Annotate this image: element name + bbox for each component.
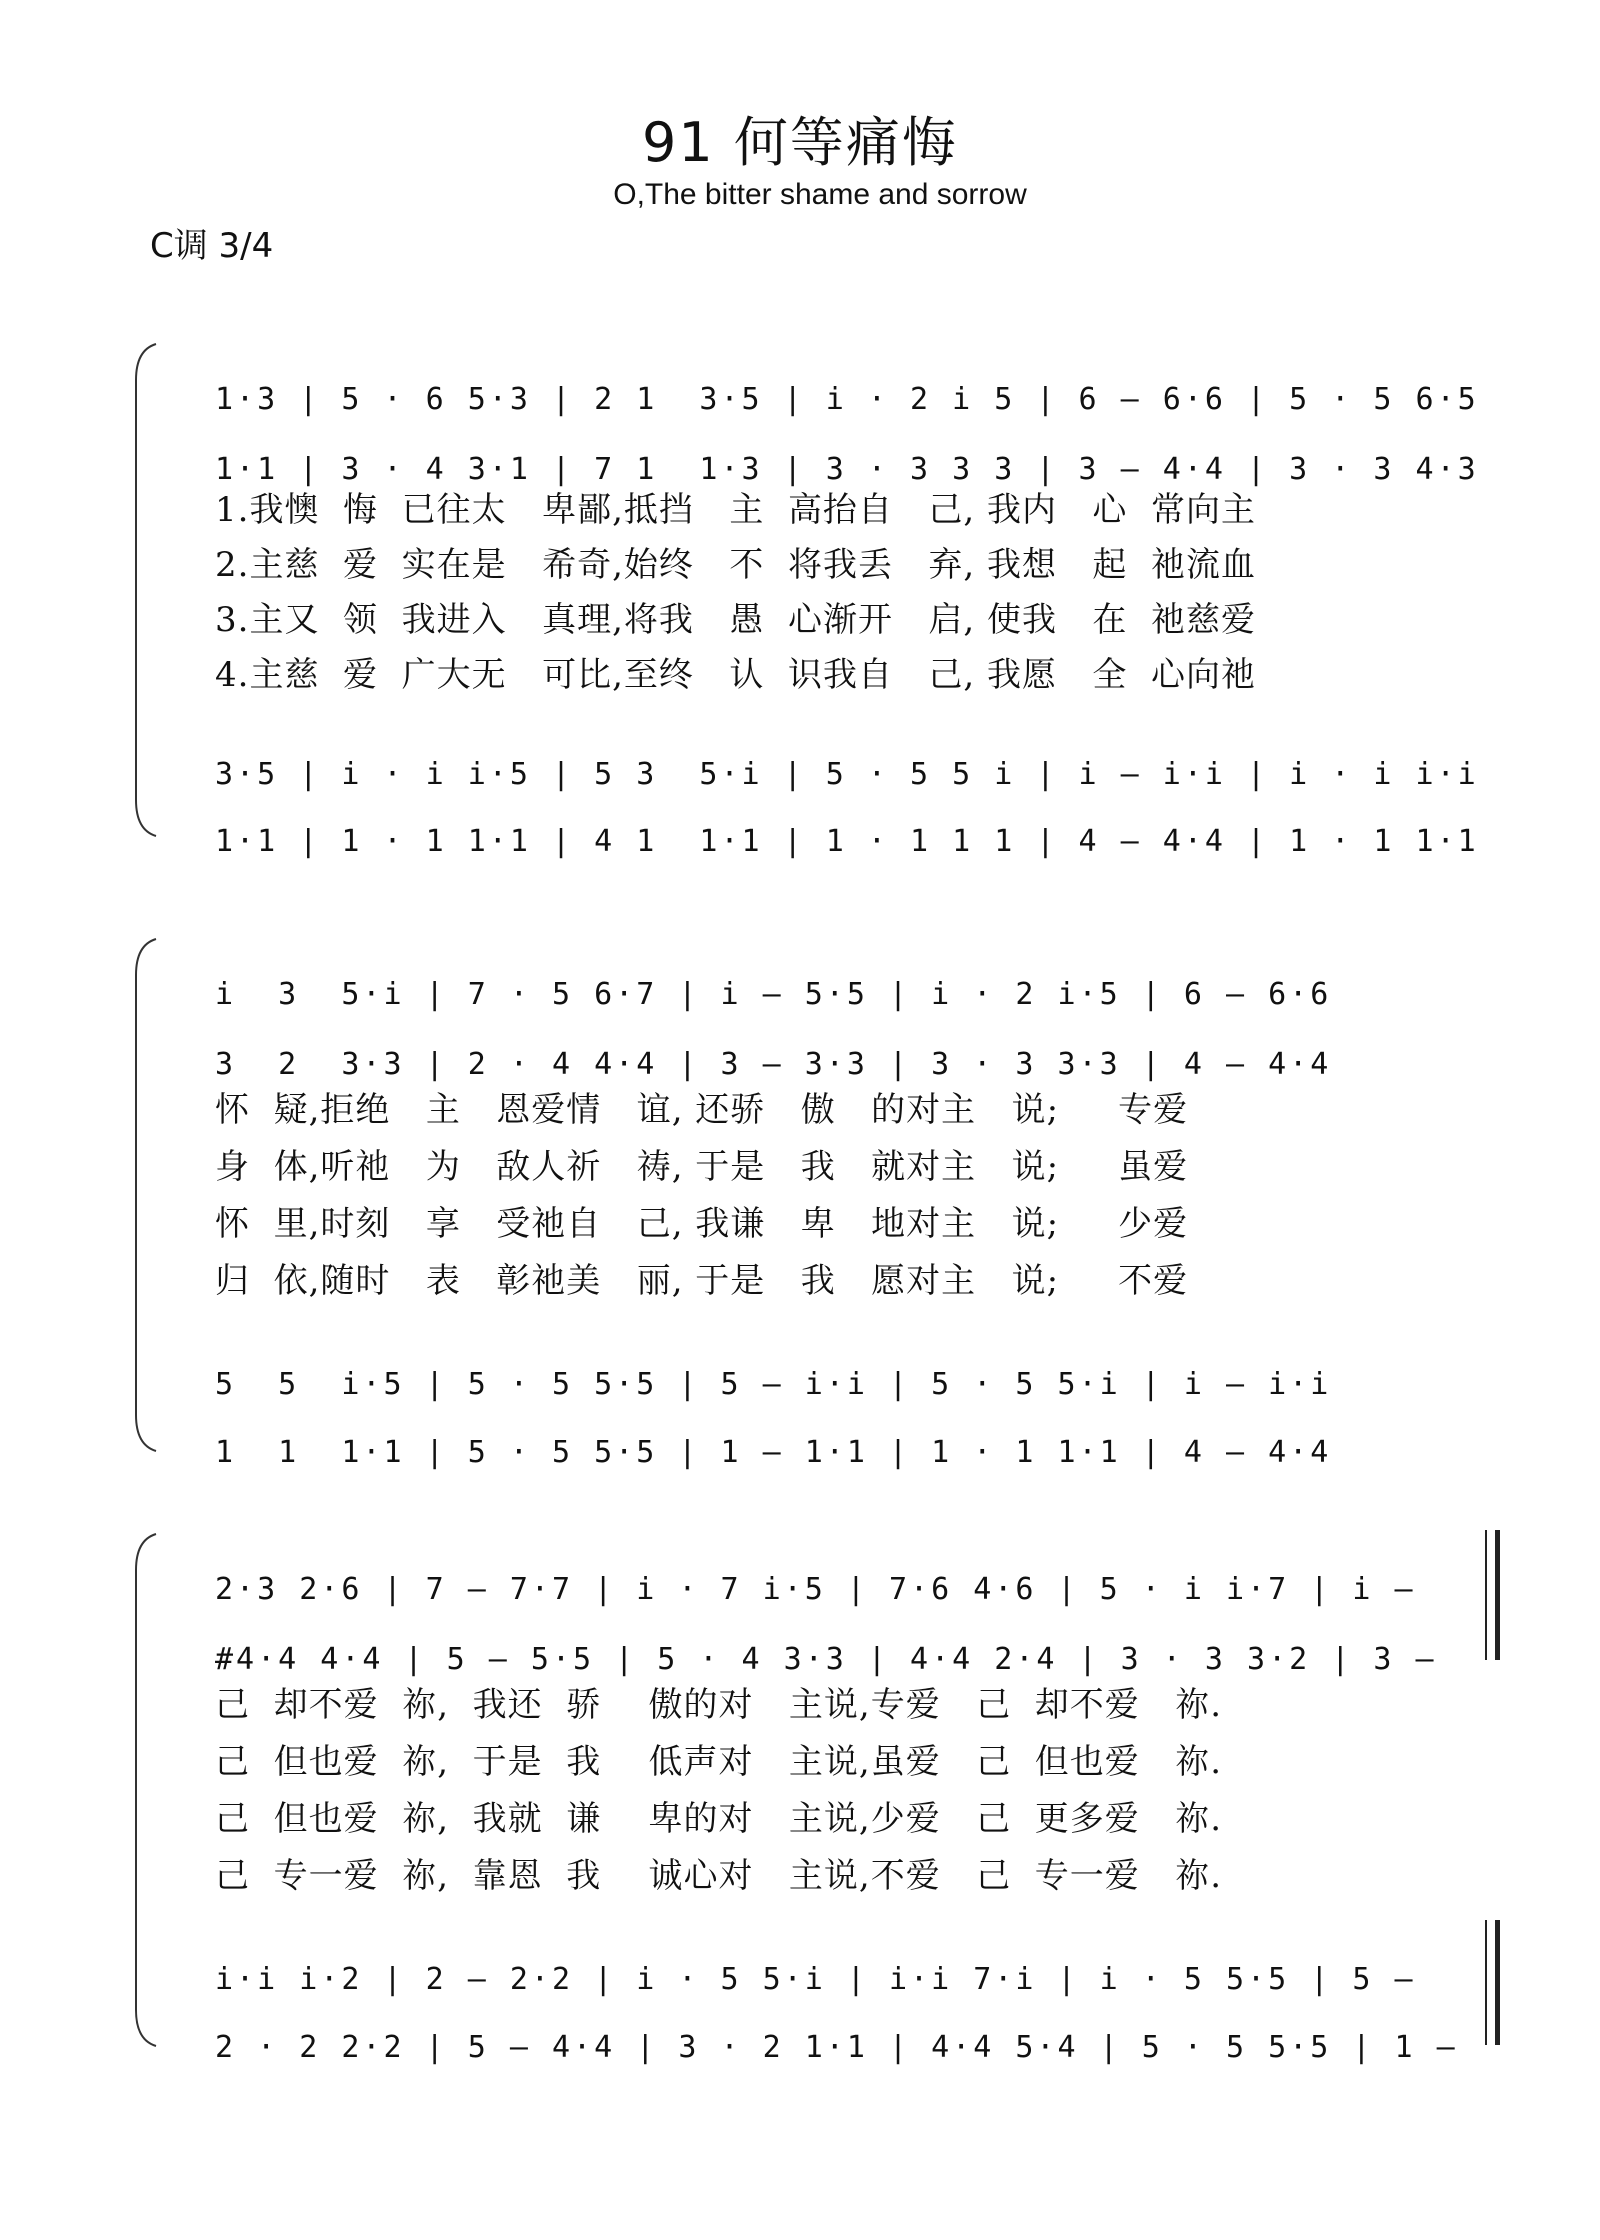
final-double-barline <box>1485 1530 1500 1660</box>
notation-row: 5 5 i·5 | 5 · 5 5·5 | 5 — i·i | 5 · 5 5·i | i — i·i <box>215 1367 1332 1402</box>
lyric-line: 3.主又 领 我进入 真理,将我 愚 心渐开 启, 使我 在 祂慈爱 <box>215 600 1257 640</box>
score-system-2 <box>130 935 1490 1470</box>
notation-row: i·i i·2 | 2 — 2·2 | i · 5 5·i | i·i 7·i | i · 5 5·5 | 5 — <box>215 1962 1416 1997</box>
system-brace <box>130 935 160 1455</box>
system-brace <box>130 1530 160 2050</box>
lyric-line: 怀 里,时刻 享 受祂自 己, 我谦 卑 地对主 说; 少爱 <box>215 1204 1189 1244</box>
lyric-line: 身 体,听祂 为 敌人祈 祷, 于是 我 就对主 说; 虽爱 <box>215 1147 1189 1187</box>
lyric-line: 4.主慈 爱 广大无 可比,至终 认 识我自 己, 我愿 全 心向祂 <box>215 655 1257 695</box>
lyric-line: 1.我懊 悔 已往太 卑鄙,抵挡 主 高抬自 己, 我内 心 常向主 <box>215 490 1257 530</box>
lyric-line: 2.主慈 爱 实在是 希奇,始终 不 将我丢 弃, 我想 起 祂流血 <box>215 545 1257 585</box>
notation-row: 1·3 | 5 · 6 5·3 | 2 1 3·5 | i · 2 i 5 | 6 — 6·6 | 5 · 5 6·5 <box>215 382 1479 417</box>
lyric-line: 己 但也爱 祢, 我就 谦 卑的对 主说,少爱 己 更多爱 祢. <box>215 1799 1222 1839</box>
notation-row: 2·3 2·6 | 7 — 7·7 | i · 7 i·5 | 7·6 4·6 | 5 · i i·7 | i — <box>215 1572 1416 1607</box>
notation-row: 1 1 1·1 | 5 · 5 5·5 | 1 — 1·1 | 1 · 1 1·1 | 4 — 4·4 <box>215 1435 1332 1470</box>
notation-row: 2 · 2 2·2 | 5 — 4·4 | 3 · 2 1·1 | 4·4 5·4 | 5 · 5 5·5 | 1 — <box>215 2030 1458 2065</box>
lyric-line: 己 专一爱 祢, 靠恩 我 诚心对 主说,不爱 己 专一爱 祢. <box>215 1856 1222 1896</box>
notation-row: i 3 5·i | 7 · 5 6·7 | i — 5·5 | i · 2 i·5 | 6 — 6·6 <box>215 977 1332 1012</box>
hymn-subtitle: O,The bitter shame and sorrow <box>613 178 1027 211</box>
system-brace <box>130 340 160 840</box>
notation-row: 1·1 | 1 · 1 1·1 | 4 1 1·1 | 1 · 1 1 1 | 4 — 4·4 | 1 · 1 1·1 <box>215 824 1479 859</box>
lyric-line: 怀 疑,拒绝 主 恩爱情 谊, 还骄 傲 的对主 说; 专爱 <box>215 1090 1189 1130</box>
score-system-1 <box>130 340 1490 859</box>
lyric-line: 归 依,随时 表 彰祂美 丽, 于是 我 愿对主 说; 不爱 <box>215 1261 1189 1301</box>
lyric-line: 己 却不爱 祢, 我还 骄 傲的对 主说,专爱 己 却不爱 祢. <box>215 1685 1222 1725</box>
score-system-3 <box>130 1530 1490 2065</box>
notation-row: 3 2 3·3 | 2 · 4 4·4 | 3 — 3·3 | 3 · 3 3·3 | 4 — 4·4 <box>215 1047 1332 1082</box>
lyric-line: 己 但也爱 祢, 于是 我 低声对 主说,虽爱 己 但也爱 祢. <box>215 1742 1222 1782</box>
notation-row: 3·5 | i · i i·5 | 5 3 5·i | 5 · 5 5 i | i — i·i | i · i i·i <box>215 757 1479 792</box>
final-double-barline <box>1485 1920 1500 2045</box>
notation-row: 1·1 | 3 · 4 3·1 | 7 1 1·3 | 3 · 3 3 3 | 3 — 4·4 | 3 · 3 4·3 <box>215 452 1479 487</box>
hymn-title: 91 何等痛悔 <box>642 111 958 174</box>
key-signature: C调 3/4 <box>150 226 274 266</box>
notation-row: #4·4 4·4 | 5 — 5·5 | 5 · 4 3·3 | 4·4 2·4 | 3 · 3 3·2 | 3 — <box>215 1642 1437 1677</box>
